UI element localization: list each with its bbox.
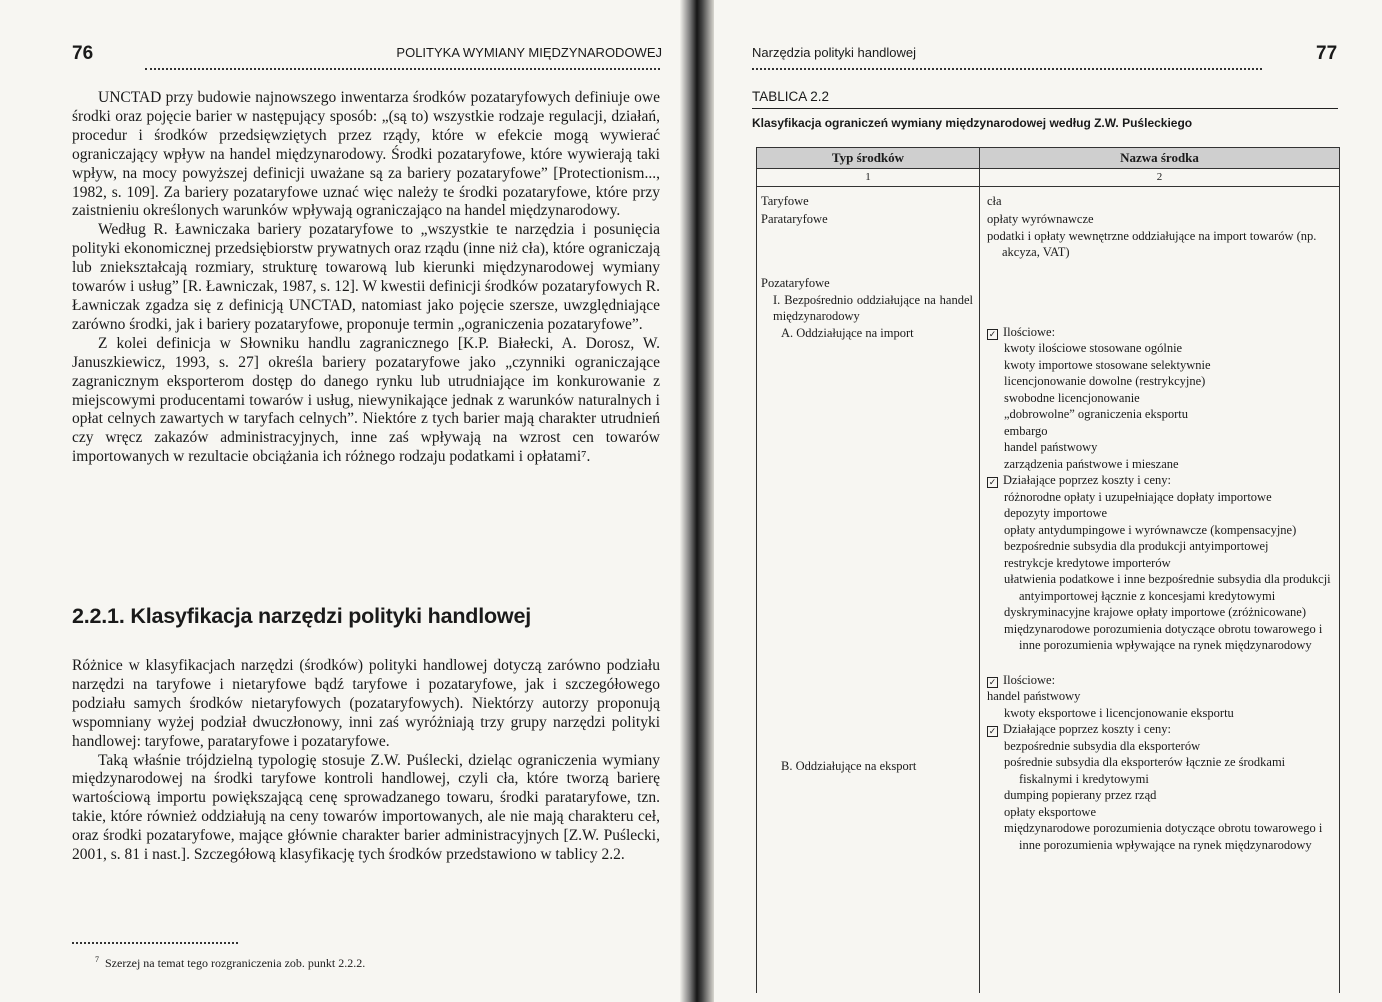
running-head-right: Narzędzia polityki handlowej <box>752 45 917 60</box>
paratariff-list <box>987 211 1333 261</box>
name-column <box>980 186 1340 993</box>
table-item: międzynarodowe porozumienia dotyczące obrotu towarowego i inne porozumienia wpływające na rynek międzynarodowy <box>1004 621 1323 652</box>
table-item: opłaty eksportowe <box>1004 804 1096 819</box>
spacer <box>987 261 1333 324</box>
table-item: podatki i opłaty wewnętrzne oddziałujące na import towarów (np. akcyza, VAT) <box>987 228 1317 259</box>
checkbox-icon: ✓ <box>988 676 997 687</box>
table-item: kwoty ilościowe stosowane ogólnie <box>1004 341 1183 355</box>
column-header-type: Typ środków <box>757 148 980 169</box>
table-item: zarządzenia państwowe i mieszane <box>1004 456 1179 471</box>
column-header-name: Nazwa środka <box>980 148 1340 169</box>
type-group-export: B. Oddziałujące na eksport <box>781 758 917 773</box>
table-item: handel państwowy <box>987 689 1081 703</box>
table-item: ułatwienia podatkowe i inne bezpośrednie subsydia dla produkcji antyimportowej łącznie z koncesjami kredytowymi <box>1004 572 1331 603</box>
table-item: opłaty antydumpingowe i wyrównawcze (kompensacyjne) <box>1004 522 1297 537</box>
header-dotted-rule <box>145 68 660 70</box>
table-item: bezpośrednie subsydia dla produkcji antyimportowej <box>1004 539 1269 553</box>
footnote-mark: 7 <box>95 955 99 964</box>
table-item: licencjonowanie dowolne (restrykcyjne) <box>1004 374 1206 388</box>
heading-text: Działające poprzez koszty i ceny: <box>1003 722 1171 736</box>
body-text-top <box>72 89 660 467</box>
table-item: dyskryminacyjne krajowe opłaty importowe (zróżnicowane) <box>1004 605 1306 619</box>
export-cost-list <box>987 738 1333 854</box>
table-item: dumping popierany przez rząd <box>1004 788 1157 802</box>
checkbox-icon: ✓ <box>988 726 997 736</box>
header-dotted-rule <box>752 68 1262 70</box>
tariff-item: cła <box>987 193 1002 208</box>
table-item: swobodne licencjonowanie <box>1004 390 1140 405</box>
type-paratariff: Parataryfowe <box>761 211 828 226</box>
name-column-content <box>980 187 1339 854</box>
export-cost-heading <box>987 721 1333 738</box>
spacer <box>987 654 1333 672</box>
heading-text: Ilościowe: <box>1003 672 1056 687</box>
table-label: TABLICA 2.2 <box>752 89 830 104</box>
left-page <box>0 0 688 1002</box>
heading-text: Działające poprzez koszty i ceny: <box>1003 473 1171 487</box>
paragraph: Różnice w klasyfikacjach narzędzi (środków) polityki handlowej dotyczą zarówno podziału narzędzi na taryfowe i nietaryfowe bądź taryfowe i pozataryfowe, jak i szczegółowego podziału samych środków nietaryfowych (pozataryfowych). Niektórzy autorzy proponują wspomniany wyżej podział dwuczłonowy, inni zaś wyróżniają trzy grupy narzędzi polityki handlowej: taryfowe, parataryfowe i pozataryfowe. <box>72 657 660 750</box>
type-nontariff: Pozataryfowe <box>761 275 830 290</box>
right-page <box>700 0 1382 1002</box>
type-group-import: A. Oddziałujące na import <box>781 325 914 340</box>
column-number: 1 <box>757 169 980 187</box>
table-item: międzynarodowe porozumienia dotyczące obrotu towarowego i inne porozumienia wpływające na rynek międzynarodowy <box>1004 821 1323 852</box>
book-gutter <box>680 0 714 1002</box>
paragraph: UNCTAD przy budowie najnowszego inwentarza środków pozataryfowych definiuje owe środki oraz pojęcie barier w następujący sposób: „(są to) wszystkie rodzaje regulacji, działań, procedur i środków przedsięwziętych przez rządy, które w efekcie mogą wywierać ograniczający wpływ na handel międzynarodowy. Środki pozataryfowe, które wywierają taki wpływ, na mocy powyższej definicji uważane są za bariery pozataryfowe” [Protectionism..., 1982, s. 109]. Za bariery pozataryfowe uznać więc należy te środki pozataryfowe, które przy zaistnieniu określonych warunków wpływają ograniczająco na handel międzynarodowy. <box>72 89 660 220</box>
paragraph: Według R. Ławniczaka bariery pozataryfowe to „wszystkie te narzędzia i posunięcia polityki ekonomicznej przedsiębiorstw prywatnych oraz rządu (inne niż cła), które ograniczają lub zniekształcają rozmiary, strukturę towarową lub kierunki międzynarodowej wymiany towarów i usług” [R. Ławniczak, 1987, s. 12]. W kwestii definicji środków pozataryfowych R. Ławniczak zgadza się z definicją UNCTAD, natomiast jako pojęcie szersze, uwzględniające zarówno środki, jak i bariery pozataryfowe, proponuje termin „ograniczenia pozataryfowe”. <box>72 221 660 333</box>
table-item: embargo <box>1004 423 1048 438</box>
running-head-left: POLITYKA WYMIANY MIĘDZYNARODOWEJ <box>396 45 662 60</box>
page-number-right: 77 <box>1316 43 1338 64</box>
type-group-direct: I. Bezpośrednio oddziałujące na handel międzynarodowy <box>773 292 973 323</box>
column-number: 2 <box>980 169 1340 187</box>
footnote-text: Szerzej na temat tego rozgraniczenia zob. punkt 2.2.2. <box>105 956 366 970</box>
footnote <box>95 955 365 971</box>
footnote-dotted-rule <box>72 942 238 944</box>
table-label-rule <box>752 108 1338 109</box>
table-body-row <box>757 186 1340 993</box>
column-number-row <box>757 169 1340 187</box>
export-quant-heading <box>987 672 1333 689</box>
table-item: różnorodne opłaty i uzupełniające dopłaty importowe <box>1004 489 1272 504</box>
classification-table <box>756 147 1340 993</box>
checkbox-icon: ✓ <box>988 328 997 339</box>
page-number-left: 76 <box>72 43 94 64</box>
type-column <box>757 186 980 993</box>
table-item: kwoty importowe stosowane selektywnie <box>1004 357 1211 372</box>
paragraph: Taką właśnie trójdzielną typologię stosuje Z.W. Puślecki, dzieląc ograniczenia wymiany międzynarodowej na środki taryfowe kontroli handlowej, czyli cła, które tworzą barierę wartościową importu powiększającą cenę sprowadzanego towaru, środki parataryfowe, tzn. takie, które również oddziałują na ceny towarów importowanych, ale nie mają charakteru ceł, oraz środki pozataryfowe, mające głównie charakter barier administracyjnych [Z.W. Puślecki, 2001, s. 81 i nast.]. Szczegółową klasyfikację tych środków przedstawiono w tablicy 2.2. <box>72 751 660 864</box>
type-tariff: Taryfowe <box>761 193 809 208</box>
import-quant-list <box>987 340 1333 472</box>
export-quant-list <box>987 688 1333 721</box>
heading-text: Ilościowe: <box>1003 324 1056 339</box>
table-caption: Klasyfikacja ograniczeń wymiany międzynarodowej według Z.W. Puśleckiego <box>752 116 1193 130</box>
import-cost-list <box>987 489 1333 654</box>
import-quant-heading <box>987 324 1333 341</box>
table-item: pośrednie subsydia dla eksporterów łącznie ze środkami fiskalnymi i kredytowymi <box>1004 755 1286 786</box>
table-item: „dobrowolne” ograniczenia eksportu <box>1004 407 1188 421</box>
checkbox-icon: ✓ <box>988 477 997 487</box>
section-heading: 2.2.1. Klasyfikacja narzędzi polityki handlowej <box>72 604 531 628</box>
body-text-section <box>72 657 660 865</box>
table-header-row <box>757 148 1340 169</box>
table-item: opłaty wyrównawcze <box>987 212 1094 226</box>
table-item: restrykcje kredytowe importerów <box>1004 555 1171 570</box>
table-item: depozyty importowe <box>1004 506 1108 520</box>
table-item: bezpośrednie subsydia dla eksporterów <box>1004 738 1201 753</box>
table-item: kwoty eksportowe i licencjonowanie eksportu <box>1004 705 1234 720</box>
import-cost-heading <box>987 472 1333 489</box>
paragraph: Z kolei definicja w Słowniku handlu zagranicznego [K.P. Białecki, A. Dorosz, W. Januszkiewicz, 1993, s. 27] określa bariery pozataryfowe jako „czynniki ograniczające zagranicznym eksporterom dostęp do danego rynku lub utrudniające im konkurowanie z miejscowymi producentami towarów i usług, niewynikające jednak z warunków naturalnych i opłat celnych zawartych w taryfach celnych”. Niektóre z tych barier mają charakter utrudnień czy wręcz zakazów administracyjnych, inne zaś wpływają na wzrost cen towarów importowanych w rezultacie obciążania ich różnego rodzaju podatkami i opłatami⁷. <box>72 334 660 466</box>
table-item: handel państwowy <box>1004 440 1098 454</box>
